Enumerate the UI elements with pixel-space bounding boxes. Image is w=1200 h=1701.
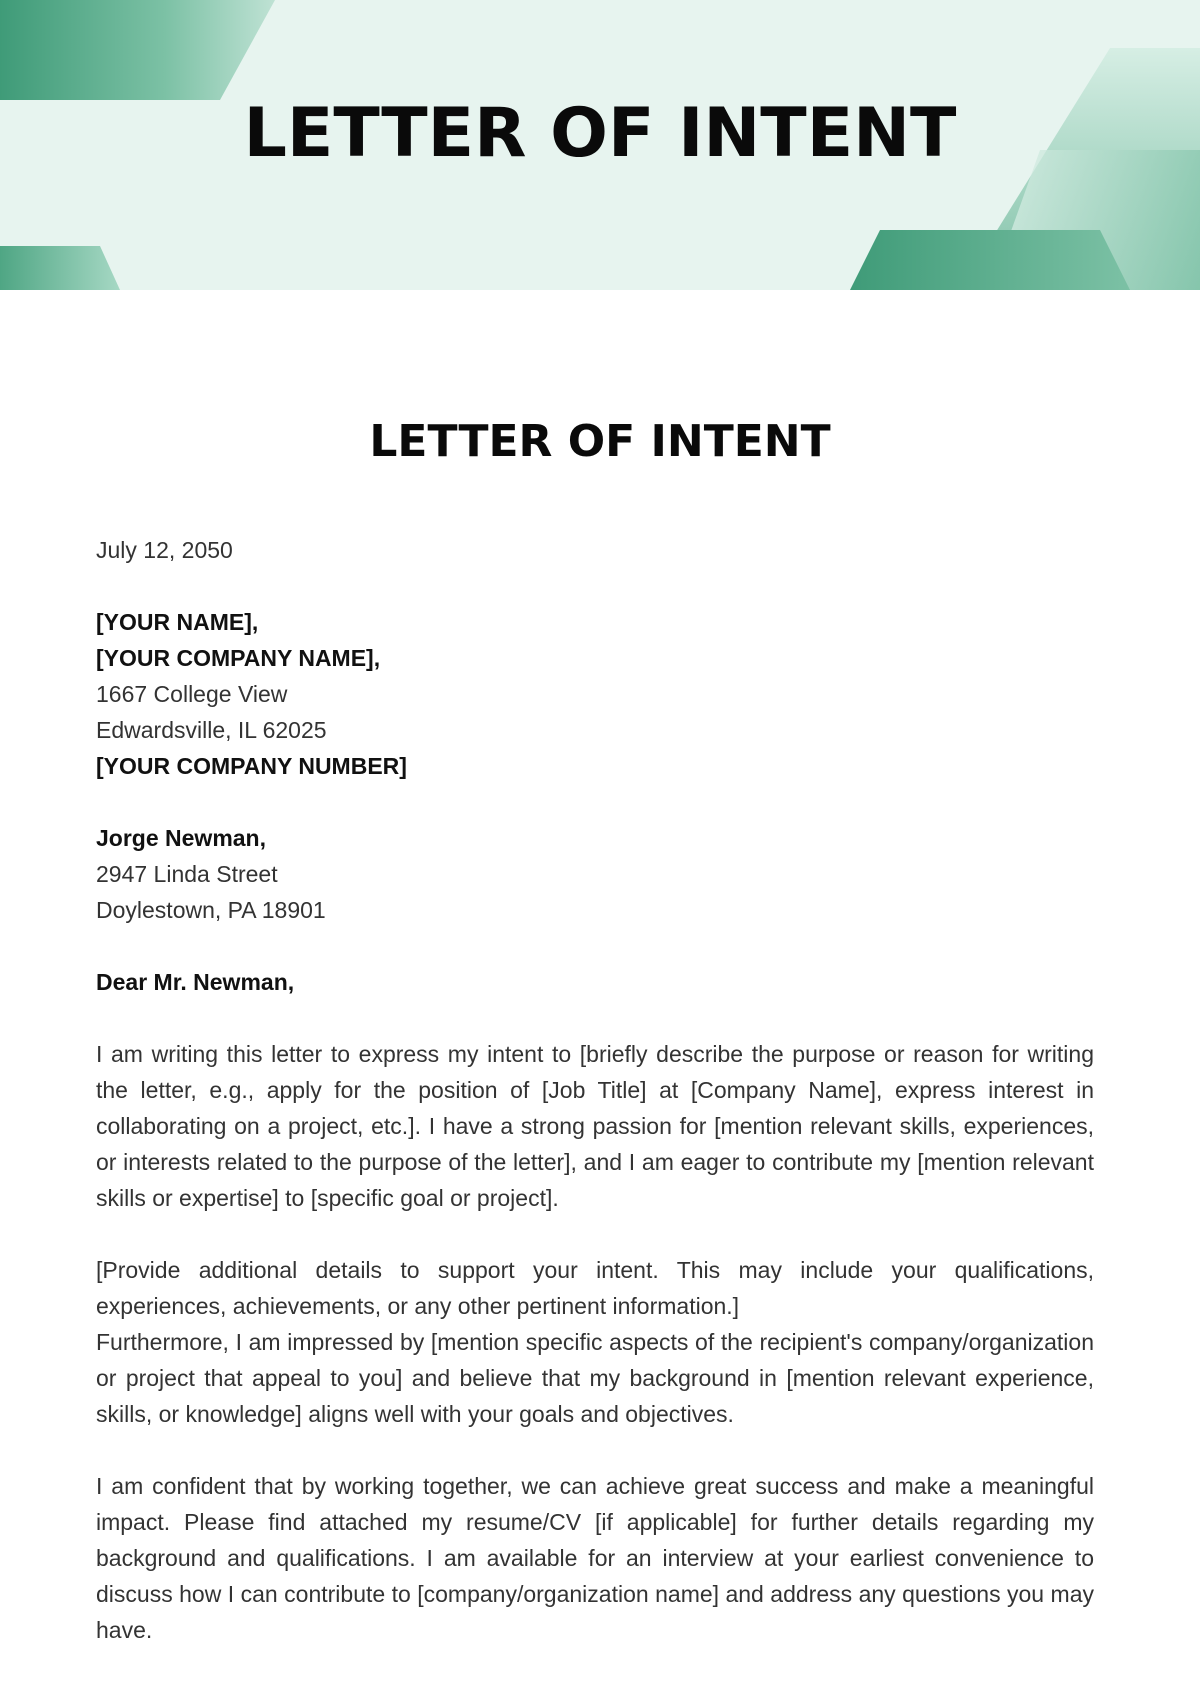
- sender-phone: [YOUR COMPANY NUMBER]: [96, 753, 407, 779]
- letter-date: July 12, 2050: [96, 537, 233, 563]
- recipient-address-line2: Doylestown, PA 18901: [96, 897, 326, 923]
- shape-bottom-left: [0, 246, 120, 290]
- sender-address-line2: Edwardsville, IL 62025: [96, 717, 327, 743]
- paragraph-closing: I am confident that by working together, we can achieve great success and make a meaningful impact. Please find attached my resume/CV [if applicable] for further details regarding my background and qualifications. I am available for an interview at your earliest convenience to discuss how I can contribute to [company/organization name] and address any questions you may have.: [96, 1473, 1094, 1643]
- paragraph-details: [Provide additional details to support your intent. This may include your qualifications, experiences, achievements, or any other pertinent information.]: [96, 1257, 1094, 1319]
- sender-address-line1: 1667 College View: [96, 681, 288, 707]
- header-banner: [0, 0, 1200, 290]
- shape-bottom-right: [850, 230, 1130, 290]
- sender-company: [YOUR COMPANY NAME],: [96, 645, 381, 671]
- banner-title: LETTER OF INTENT: [243, 94, 957, 173]
- paragraph-furthermore: Furthermore, I am impressed by [mention specific aspects of the recipient's company/organization or project that appeal to you] and believe that my background in [mention relevant experience, skills, or knowledge] aligns well with your goals and objectives.: [96, 1329, 1094, 1427]
- sender-name: [YOUR NAME],: [96, 609, 259, 635]
- recipient-address-line1: 2947 Linda Street: [96, 861, 278, 887]
- salutation: Dear Mr. Newman,: [96, 969, 295, 995]
- paragraph-intent: I am writing this letter to express my intent to [briefly describe the purpose or reason for writing the letter, e.g., apply for the position of [Job Title] at [Company Name], express interest in collaborating on a project, etc.]. I have a strong passion for [mention relevant skills, experiences, or interests related to the purpose of the letter], and I am eager to contribute my [mention relevant skills or expertise] to [specific goal or project].: [96, 1041, 1094, 1211]
- shape-top-left: [0, 0, 275, 100]
- document-title: LETTER OF INTENT: [369, 416, 831, 467]
- letter-body: [96, 532, 1094, 1648]
- recipient-name: Jorge Newman,: [96, 825, 266, 851]
